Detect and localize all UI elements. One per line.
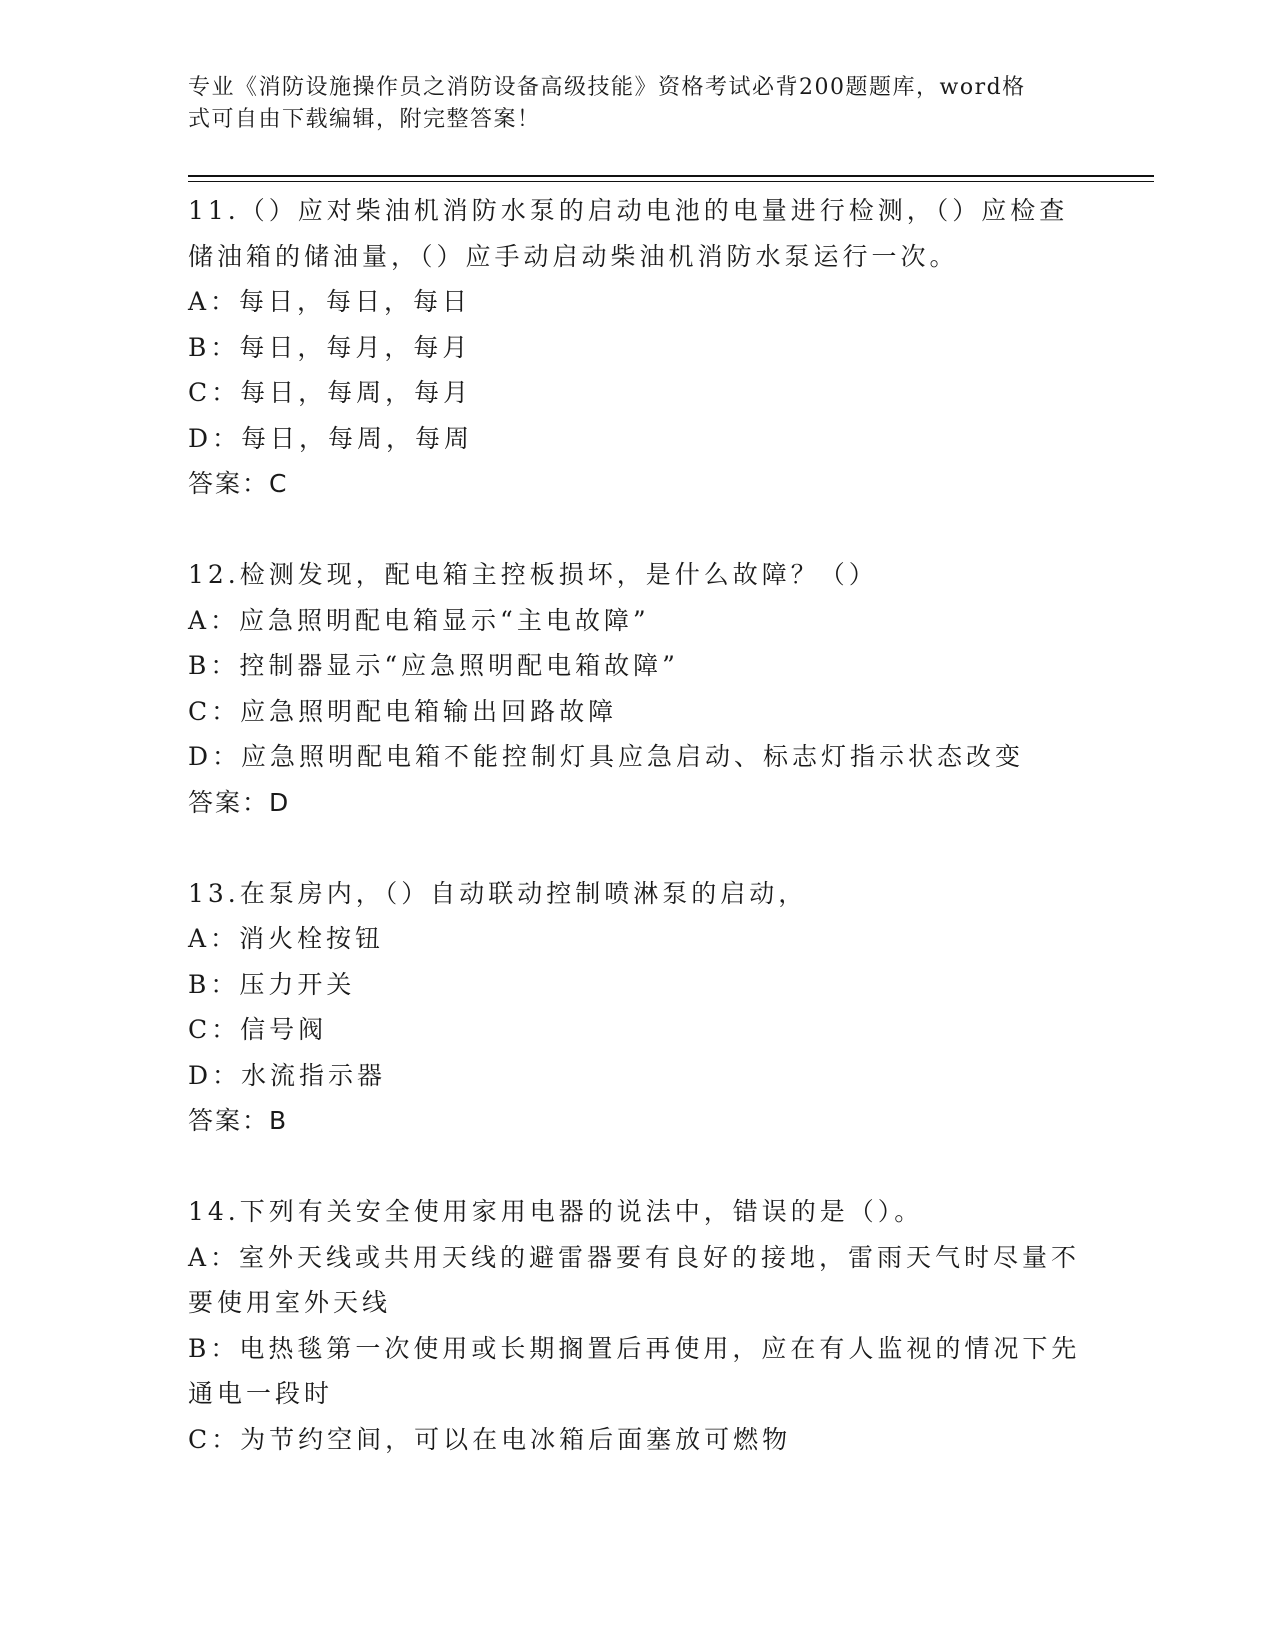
option-c: C：信号阀 bbox=[188, 1015, 328, 1044]
option-a: A：消火栓按钮 bbox=[188, 924, 385, 953]
question-stem: 13.在泵房内，（）自动联动控制喷淋泵的启动， bbox=[188, 878, 808, 908]
option-b: B：压力开关 bbox=[188, 969, 356, 999]
question-stem: 11.（）应对柴油机消防水泵的启动电池的电量进行检测，（）应检查 bbox=[188, 196, 1069, 225]
question-stem-continued: 储油箱的储油量，（）应手动启动柴油机消防水泵运行一次。 bbox=[188, 241, 959, 271]
header-line-2: 式可自由下载编辑，附完整答案！ bbox=[188, 107, 541, 132]
header-divider-thick bbox=[188, 175, 1154, 177]
question-stem: 12.检测发现，配电箱主控板损坏，是什么故障？（） bbox=[188, 560, 878, 589]
option-a-continued: 要使用室外天线 bbox=[188, 1288, 392, 1317]
option-b-continued: 通电一段时 bbox=[188, 1379, 334, 1408]
option-a: A：应急照明配电箱显示“主电故障” bbox=[188, 605, 650, 635]
option-c: C：为节约空间，可以在电冰箱后面塞放可燃物 bbox=[188, 1424, 792, 1454]
question-list bbox=[188, 188, 1088, 1508]
option-d: D：应急照明配电箱不能控制灯具应急启动、标志灯指示状态改变 bbox=[188, 742, 1025, 771]
option-c: C：应急照明配电箱输出回路故障 bbox=[188, 696, 618, 726]
question-11 bbox=[188, 188, 1088, 507]
answer-line: 答案：B bbox=[188, 1106, 289, 1135]
header-line-1: 专业《消防设施操作员之消防设备高级技能》资格考试必背200题题库，word格 bbox=[188, 75, 1026, 100]
answer-line: 答案：D bbox=[188, 787, 291, 817]
answer-line: 答案：C bbox=[188, 469, 289, 498]
option-d: D：水流指示器 bbox=[188, 1060, 387, 1090]
option-b: B：电热毯第一次使用或长期搁置后再使用，应在有人监视的情况下先 bbox=[188, 1333, 1081, 1363]
question-stem: 14.下列有关安全使用家用电器的说法中，错误的是（）。 bbox=[188, 1197, 924, 1226]
header-divider-thin bbox=[188, 181, 1154, 182]
question-13 bbox=[188, 871, 1088, 1144]
document-header bbox=[188, 72, 1068, 136]
question-14 bbox=[188, 1189, 1088, 1462]
question-12 bbox=[188, 552, 1088, 825]
option-a: A：室外天线或共用天线的避雷器要有良好的接地，雷雨天气时尽量不 bbox=[188, 1242, 1081, 1272]
option-a: A：每日，每日，每日 bbox=[188, 287, 472, 316]
option-c: C：每日，每周，每月 bbox=[188, 378, 473, 407]
option-b: B：每日，每月，每月 bbox=[188, 332, 472, 362]
option-b: B：控制器显示“应急照明配电箱故障” bbox=[188, 651, 679, 680]
option-d: D：每日，每周，每周 bbox=[188, 423, 474, 453]
